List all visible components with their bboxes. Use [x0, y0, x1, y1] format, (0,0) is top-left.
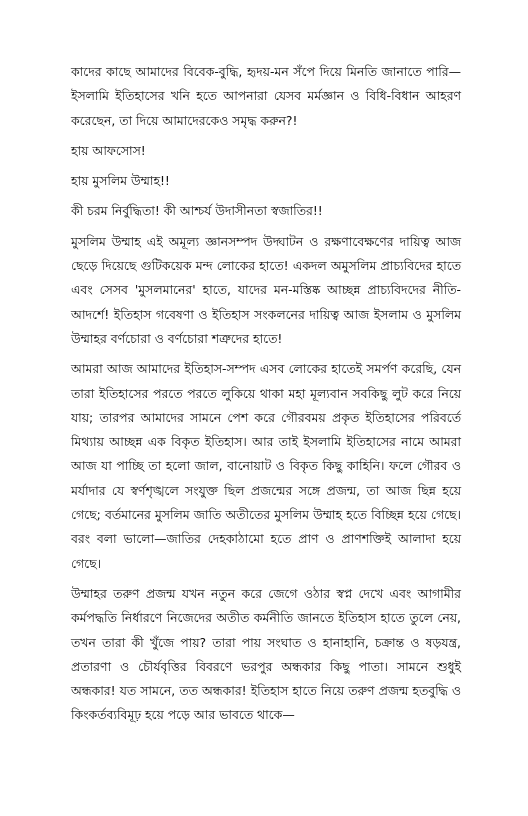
paragraph-plea: কাদের কাছে আমাদের বিবেক-বুদ্ধি, হৃদয়-মন সঁপে দিয়ে মিনতি জানাতে পারি—ইসলামি ইতিহাসের খনি হতে আপনারা যেসব মর্মজ্ঞান ও বিধি-বিধান আহরণ করেছেন, তা দিয়ে আমাদেরকেও সমৃদ্ধ করুন?! [71, 64, 461, 128]
paragraph-ummah-cry: হায় মুসলিম উম্মাহ!! [71, 173, 170, 189]
body-text [71, 60, 461, 728]
paragraph-lament: হায় আফসোস! [71, 142, 146, 158]
paragraph-surrender: আমরা আজ আমাদের ইতিহাস-সম্পদ এসব লোকের হাতেই সমর্পণ করেছি, যেন তারা ইতিহাসের পরতে পরতে লুকিয়ে থাকা মহা মূল্যবান সবকিছু লুট করে নিয়ে যায়; তারপর আমাদের সামনে পেশ করে গৌরবময় প্রকৃত ইতিহাসের পরিবর্তে মিথ্যায় আচ্ছন্ন এক বিকৃত ইতিহাস। আর তাই ইসলামি ইতিহাসের নামে আমরা আজ যা পাচ্ছি তা হলো জাল, বানোয়াট ও বিকৃত কিছু কাহিনি। ফলে গৌরব ও মর্যাদার যে স্বর্ণশৃঙ্খলে সংযুক্ত ছিল প্রজন্মের সঙ্গে প্রজন্ম, তা আজ ছিন্ন হয়ে গেছে; বর্তমানের মুসলিম জাতি অতীতের মুসলিম উম্মাহ হতে বিচ্ছিন্ন হয়ে গেছে। বরং বলা ভালো—জাতির দেহকাঠামো হতে প্রাণ ও প্রাণশক্তিই আলাদা হয়ে গেছে। [71, 361, 461, 571]
paragraph-folly: কী চরম নির্বুদ্ধিতা! কী আশ্চর্য উদাসীনতা স্বজাতির!! [71, 203, 323, 219]
paragraph-young-generation: উম্মাহর তরুণ প্রজন্ম যখন নতুন করে জেগে ওঠার স্বপ্ন দেখে এবং আগামীর কর্মপদ্ধতি নির্ধারণে নিজেদের অতীত কর্মনীতি জানতে ইতিহাস হাতে তুলে নেয়, তখন তারা কী খুঁজে পায়? তারা পায় সংঘাত ও হানাহানি, চক্রান্ত ও ষড়যন্ত্র, প্রতারণা ও চৌর্যবৃত্তির বিবরণে ভরপুর অন্ধকার কিছু পাতা। সামনে শুধুই অন্ধকার! যত সামনে, তত অন্ধকার! ইতিহাস হাতে নিয়ে তরুণ প্রজন্ম হতবুদ্ধি ও কিংকর্তব্যবিমূঢ় হয়ে পড়ে আর ভাবতে থাকে— [71, 585, 461, 723]
paragraph-responsibility: মুসলিম উম্মাহ এই অমূল্য জ্ঞানসম্পদ উদ্ঘাটন ও রক্ষণাবেক্ষণের দায়িত্ব আজ ছেড়ে দিয়েছে গুটিকয়েক মন্দ লোকের হাতে! একদল অমুসলিম প্রাচ্যবিদের হাতে এবং সেসব 'মুসলমানের' হাতে, যাদের মন-মস্তিষ্ক আচ্ছন্ন প্রাচ্যবিদদের নীতি-আদর্শে! ইতিহাস গবেষণা ও ইতিহাস সংকলনের দায়িত্ব আজ ইসলাম ও মুসলিম উম্মাহর বর্ণচোরা ও বর্ণচোরা শত্রুদের হাতে! [71, 233, 461, 346]
